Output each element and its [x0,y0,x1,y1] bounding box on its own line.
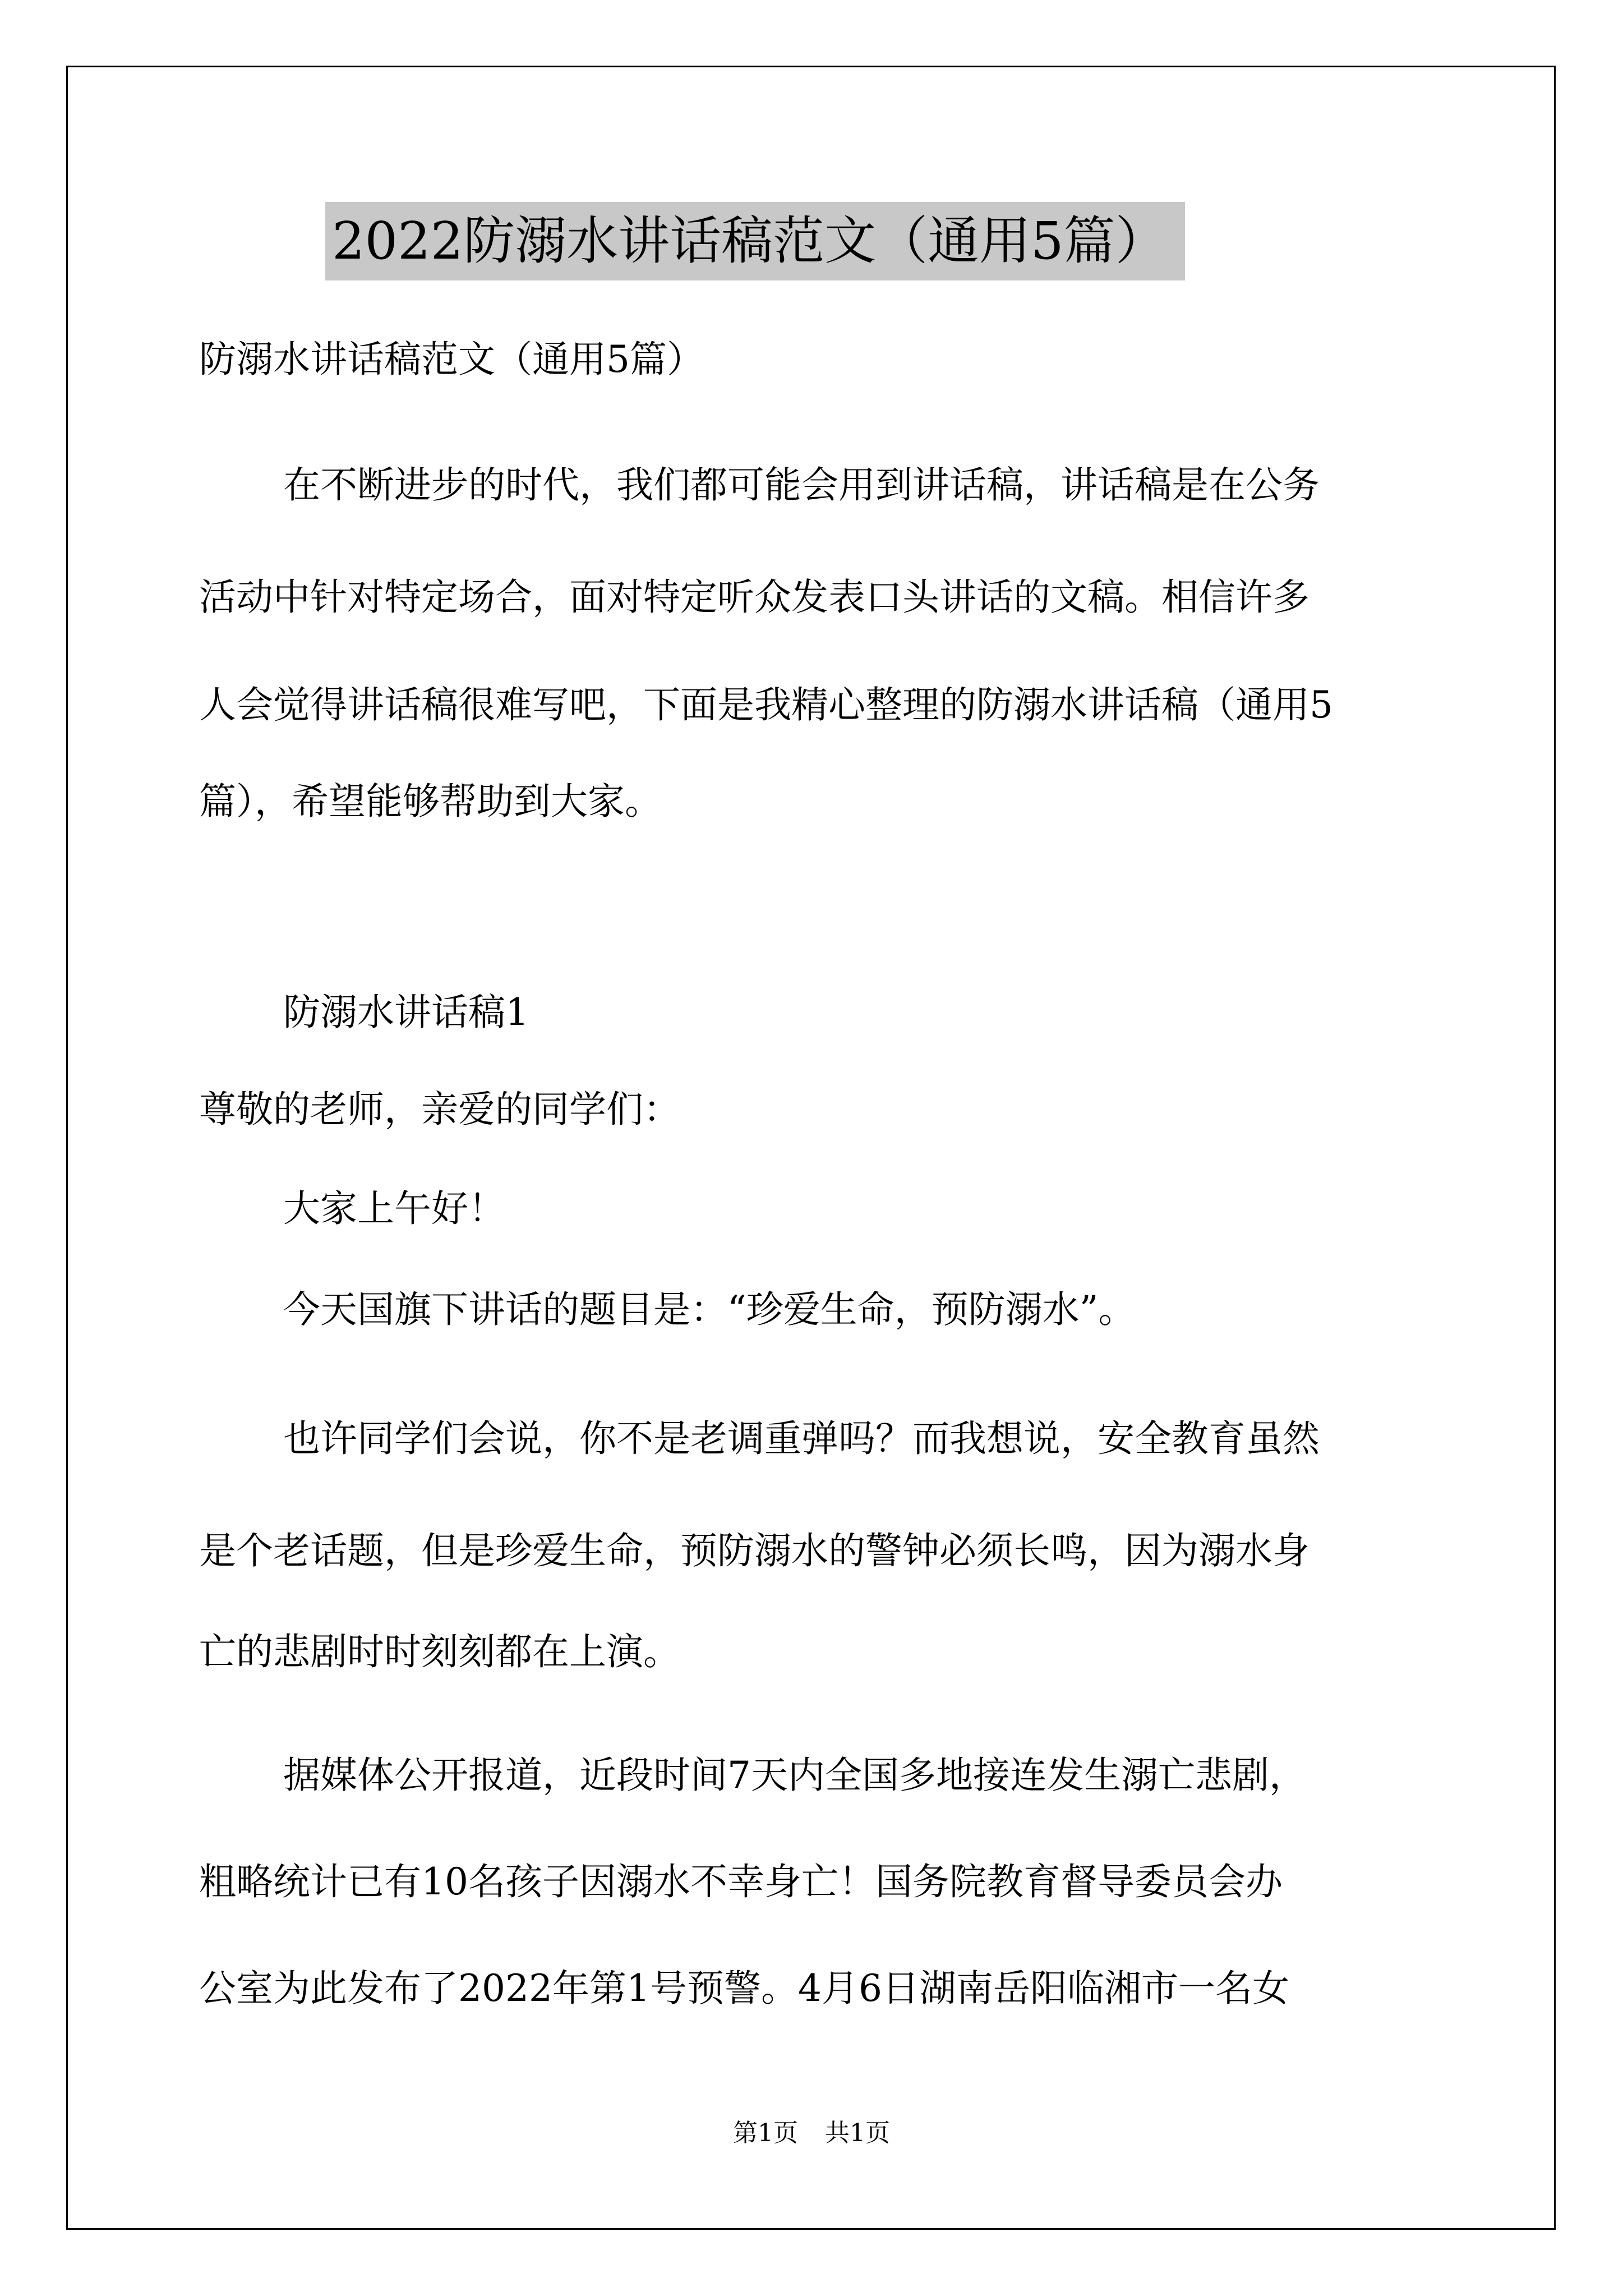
greeting-line: 大家上午好！ [283,1187,505,1230]
section-heading: 防溺水讲话稿1 [283,991,529,1034]
body-line: 今天国旗下讲话的题目是：“珍爱生命，预防溺水”。 [283,1288,1136,1331]
subtitle-line: 防溺水讲话稿范文（通用5篇） [199,338,704,381]
body-line: 活动中针对特定场合，面对特定听众发表口头讲话的文稿。相信许多 [199,576,1310,619]
body-line: 也许同学们会说，你不是老调重弹吗？而我想说，安全教育虽然 [283,1417,1320,1460]
salutation-line: 尊敬的老师，亲爱的同学们： [199,1088,680,1131]
body-line: 公室为此发布了2022年第1号预警。4月6日湖南岳阳临湘市一名女 [199,1967,1289,2010]
body-line: 人会觉得讲话稿很难写吧，下面是我精心整理的防溺水讲话稿（通用5 [199,683,1333,726]
page-total: 共1页 [825,2119,890,2147]
body-line: 在不断进步的时代，我们都可能会用到讲话稿，讲话稿是在公务 [283,463,1320,507]
body-line: 亡的悲剧时时刻刻都在上演。 [199,1630,680,1673]
body-line: 是个老话题，但是珍爱生命，预防溺水的警钟必须长鸣，因为溺水身 [199,1529,1310,1572]
page-footer [0,2113,1623,2148]
body-line: 篇），希望能够帮助到大家。 [199,780,662,823]
body-line: 粗略统计已有10名孩子因溺水不幸身亡！国务院教育督导委员会办 [199,1860,1283,1903]
document-title: 2022防溺水讲话稿范文（通用5篇） [325,202,1185,280]
body-line: 据媒体公开报道，近段时间7天内全国多地接连发生溺亡悲剧， [283,1754,1306,1797]
page-number: 第1页 [733,2119,798,2147]
